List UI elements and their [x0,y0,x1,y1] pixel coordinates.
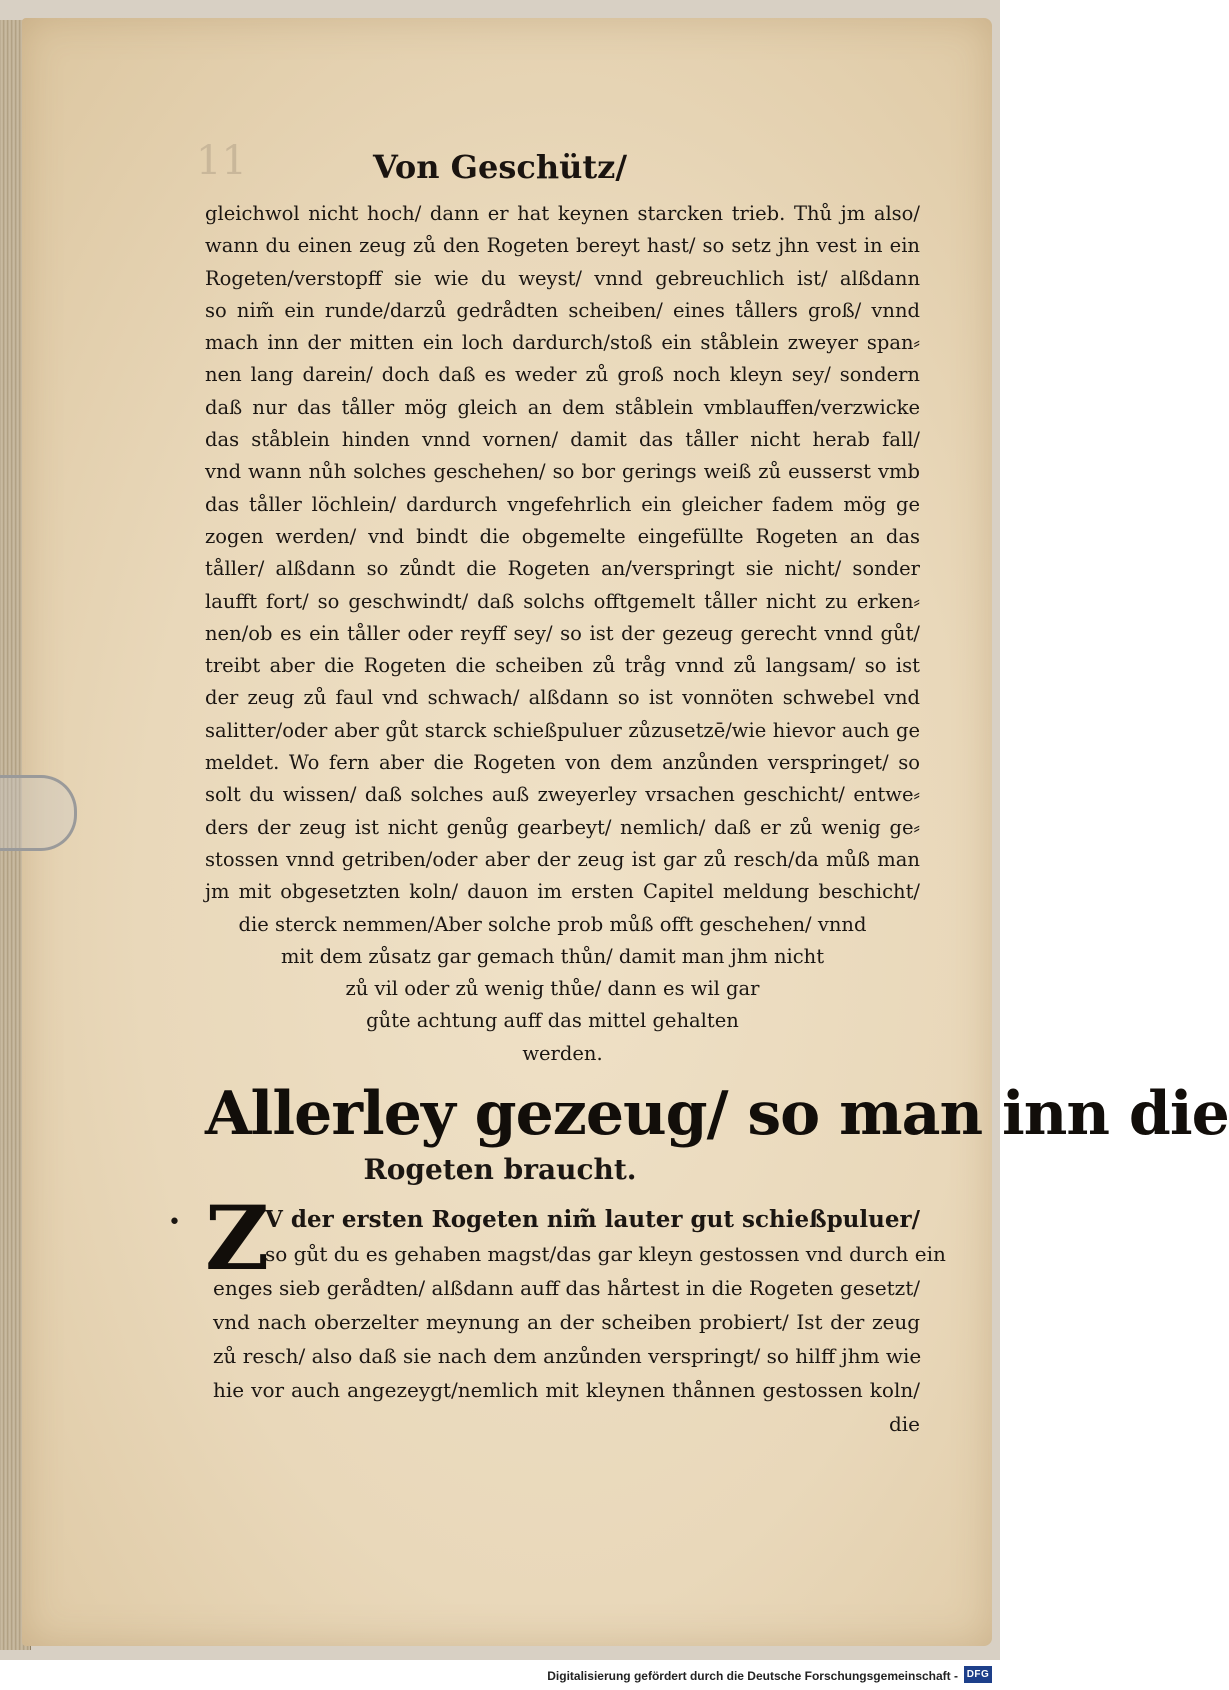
text-line: hie vor auch angezeygt/nemlich mit kleynen thånnen gestossen koln/ [213,1378,920,1402]
text-line: solt du wissen/ daß solches auß zweyerley vrsachen geschicht/ entwe⸗ [205,783,920,807]
margin-dot: • [168,1210,181,1235]
paragraph-2 [213,1203,946,1441]
text-line: meldet. Wo fern aber die Rogeten von dem anzůnden verspringet/ so [205,751,920,775]
drop-cap: Z [205,1186,270,1290]
text-line: wann du einen zeug zů den Rogeten bereyt hast/ so setz jhn vest in ein [205,234,920,258]
text-line: so nim̃ ein runde/darzů gedrådten scheiben/ eines tållers groß/ vnnd [205,298,920,322]
text-line: das ståblein hinden vnnd vornen/ damit das tåller nicht herab fall/ [205,428,920,452]
text-line: stossen vnnd getriben/oder aber der zeug ist gar zů resch/da můß man [205,847,920,871]
catchword: die [888,1412,920,1436]
section-title: Allerley gezeug/ so man inn die [205,1079,1229,1149]
text-line: vnd wann nůh solches geschehen/ so bor gerings weiß zů eusserst vmb [205,460,920,484]
section-subtitle: Rogeten braucht. [363,1153,637,1186]
text-line: vnd nach oberzelter meynung an der scheiben probiert/ Ist der zeug [213,1310,920,1334]
dfg-logo: DFG [964,1666,992,1683]
text-line: zů resch/ also daß sie nach dem anzůnden verspringt/ so hilff jhm wie [213,1344,922,1368]
running-header: Von Geschütz/ [373,148,627,186]
text-line: daß nur das tåller mög gleich an dem ståblein vmblauffen/verzwicke [205,395,920,419]
text-line: mach inn der mitten ein loch dardurch/stoß ein ståblein zweyer span⸗ [205,331,920,355]
text-line: laufft fort/ so geschwindt/ daß solchs offtgemelt tåller nicht zu erken⸗ [205,589,920,613]
paragraph-1 [205,198,920,1070]
text-line: ders der zeug ist nicht genůg gearbeyt/ nemlich/ daß er zů wenig ge⸗ [205,815,920,839]
text-line: V der ersten Rogeten nim̃ lauter gut schießpuluer/ [265,1206,920,1233]
text-line: zogen werden/ vnd bindt die obgemelte eingefüllte Rogeten an das [205,524,920,548]
text-line: nen lang darein/ doch daß es weder zů groß noch kleyn sey/ sondern [205,363,920,387]
paper-clip [0,775,77,851]
text-line: Rogeten/verstopff sie wie du weyst/ vnnd gebreuchlich ist/ alßdann [205,266,920,290]
text-line: so gůt du es gehaben magst/das gar kleyn gestossen vnd durch ein [265,1242,946,1266]
text-line: der zeug zů faul vnd schwach/ alßdann so ist vonnöten schwebel vnd [205,686,920,710]
footer-credit: Digitalisierung gefördert durch die Deutsche Forschungsgemeinschaft - [547,1669,958,1683]
text-line: jm mit obgesetzten koln/ dauon im ersten Capitel meldung beschicht/ [205,880,920,904]
text-line: gůte achtung auff das mittel gehalten [366,1009,739,1033]
text-line: werden. [522,1041,603,1065]
text-line: treibt aber die Rogeten die scheiben zů tråg vnnd zů langsam/ so ist [205,654,920,678]
text-line: nen/ob es ein tåller oder reyff sey/ so ist der gezeug gerecht vnnd gůt/ [205,621,920,645]
text-line: die sterck nemmen/Aber solche prob můß offt geschehen/ vnnd [238,912,867,936]
text-line: mit dem zůsatz gar gemach thůn/ damit man jhm nicht [280,944,825,968]
text-line: salitter/oder aber gůt starck schießpuluer zůzusetzē/wie hievor auch ge [205,718,920,742]
text-line: das tåller löchlein/ dardurch vngefehrlich ein gleicher fadem mög ge [205,492,920,516]
text-line: enges sieb gerådten/ alßdann auff das hårtest in die Rogeten gesetzt/ [213,1276,920,1300]
marginal-mark: 11 [196,138,247,184]
text-line: gleichwol nicht hoch/ dann er hat keynen starcken trieb. Thů jm also/ [205,202,920,225]
text-line: tåller/ alßdann so zůndt die Rogeten an/verspringt sie nicht/ sonder [205,557,920,581]
text-line: zů vil oder zů wenig thůe/ dann es wil gar [345,977,760,1001]
